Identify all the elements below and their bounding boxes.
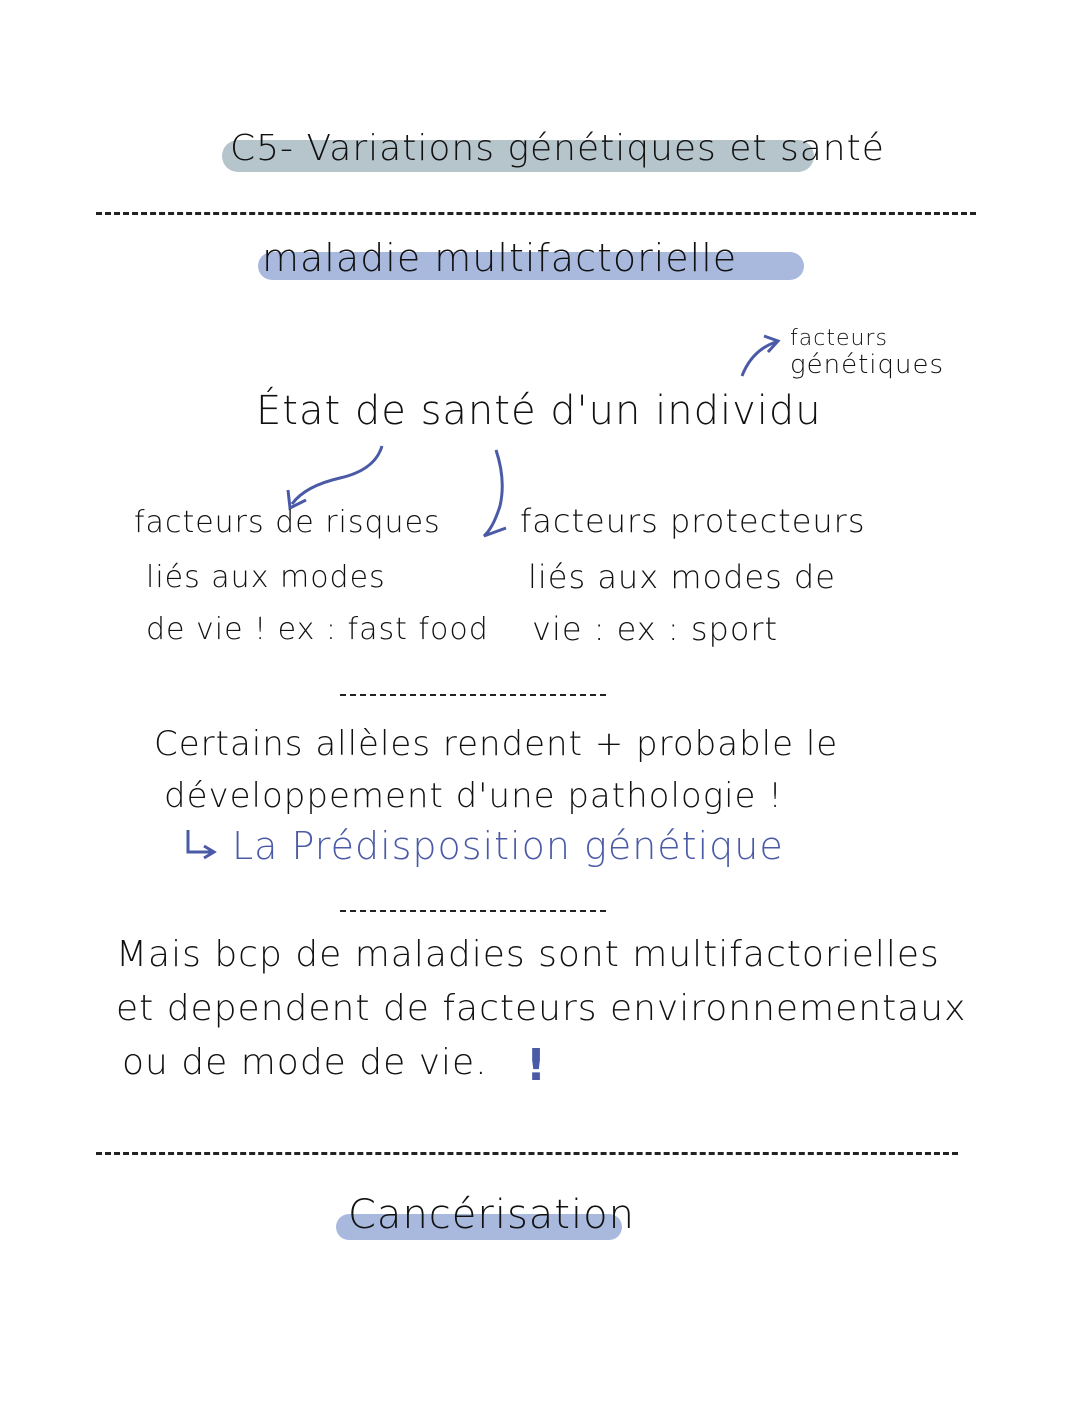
divider-small-1 xyxy=(340,694,606,696)
divider-bottom xyxy=(96,1152,958,1155)
left-col-line3: de vie ! ex : fast food xyxy=(146,612,489,647)
para1-line1: Certains allèles rendent + probable le xyxy=(154,724,839,764)
right-col-line1: facteurs protecteurs xyxy=(520,502,866,540)
para1-conclusion: La Prédisposition génétique xyxy=(232,824,784,868)
side-note-line1: facteurs xyxy=(790,326,888,351)
para1-line2: développement d'une pathologie ! xyxy=(164,776,783,816)
divider-small-2 xyxy=(340,910,606,912)
center-statement: État de santé d'un individu xyxy=(256,388,822,434)
section-heading: maladie multifactorielle xyxy=(262,236,738,280)
page-title: C5- Variations génétiques et santé xyxy=(230,128,885,169)
right-col-line3: vie : ex : sport xyxy=(532,610,779,648)
left-col-line2: liés aux modes xyxy=(146,560,386,595)
para2-line3: ou de mode de vie. xyxy=(122,1042,488,1083)
section2-heading: Cancérisation xyxy=(348,1192,635,1238)
para2-line2: et dependent de facteurs environnementaux xyxy=(116,988,967,1029)
para2-line1: Mais bcp de maladies sont multifactorielles xyxy=(116,934,940,975)
right-col-line2: liés aux modes de xyxy=(528,558,836,596)
side-note-line2: génétiques xyxy=(790,350,945,380)
exclaim-mark: ! xyxy=(526,1040,548,1091)
left-col-line1: facteurs de risques xyxy=(134,505,441,540)
